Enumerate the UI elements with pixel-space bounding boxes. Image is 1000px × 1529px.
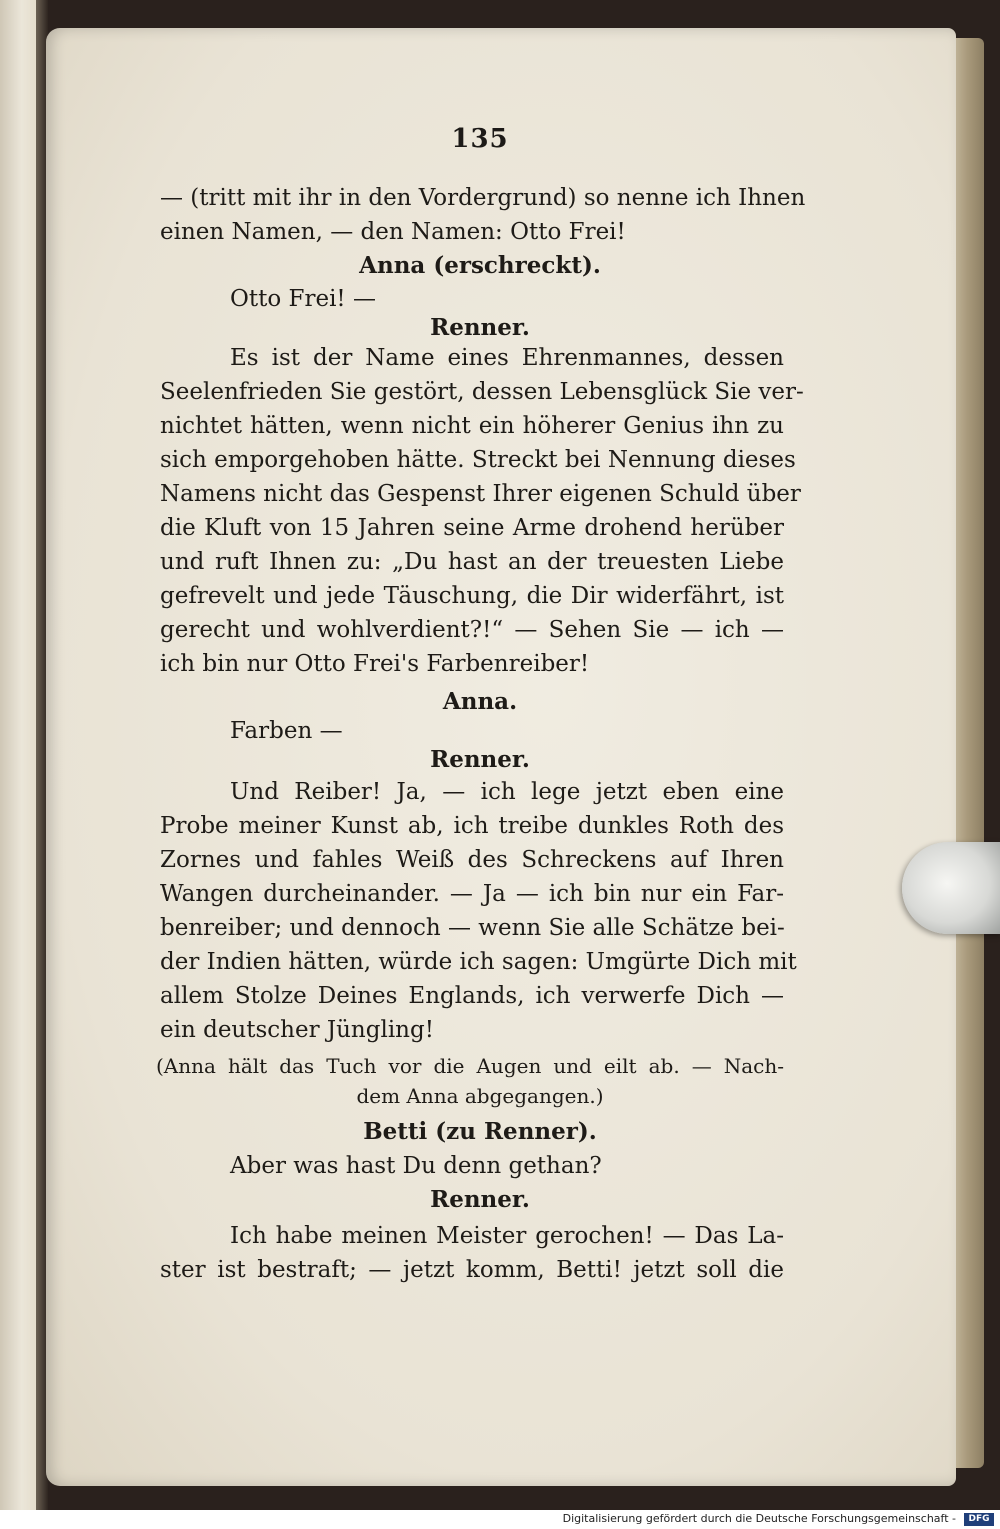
text-line: nichtet hätten, wenn nicht ein höherer Genius ihn zu <box>160 413 784 439</box>
speaker-heading: Renner. <box>430 746 530 773</box>
text-line: Aber was hast Du denn gethan? <box>230 1153 602 1179</box>
speaker-heading: Renner. <box>430 314 530 341</box>
speaker-heading: Renner. <box>430 1186 530 1213</box>
text-line: Seelenfrieden Sie gestört, dessen Lebensglück Sie ver- <box>160 379 804 405</box>
text-line: gefrevelt und jede Täuschung, die Dir widerfährt, ist <box>160 583 784 609</box>
speaker-heading: Anna. <box>442 688 518 715</box>
text-line: allem Stolze Deines Englands, ich verwerfe Dich — <box>160 983 784 1009</box>
text-line: Ich habe meinen Meister gerochen! — Das La- <box>230 1223 784 1249</box>
footer-bar <box>0 1510 1000 1529</box>
text-line: ich bin nur Otto Frei's Farbenreiber! <box>160 651 590 677</box>
text-line: Zornes und fahles Weiß des Schreckens auf Ihren <box>160 847 784 873</box>
stage-direction: dem Anna abgegangen.) <box>356 1084 604 1108</box>
text-line: der Indien hätten, würde ich sagen: Umgürte Dich mit <box>160 949 797 975</box>
funding-credit: Digitalisierung gefördert durch die Deutsche Forschungsgemeinschaft - <box>562 1512 956 1525</box>
text-line: Namens nicht das Gespenst Ihrer eigenen Schuld über <box>160 481 801 507</box>
text-line: sich emporgehoben hätte. Streckt bei Nennung dieses <box>160 447 796 473</box>
page-number: 135 <box>451 124 509 154</box>
text-line: ster ist bestraft; — jetzt komm, Betti! jetzt soll die <box>160 1257 784 1283</box>
text-line: benreiber; und dennoch — wenn Sie alle Schätze bei- <box>160 915 785 941</box>
page-clip <box>902 842 1000 934</box>
text-line: Probe meiner Kunst ab, ich treibe dunkles Roth des <box>160 813 784 839</box>
stage-direction: (Anna hält das Tuch vor die Augen und eilt ab. — Nach- <box>156 1054 784 1078</box>
text-line: — (tritt mit ihr in den Vordergrund) so nenne ich Ihnen <box>160 185 806 211</box>
text-line: gerecht und wohlverdient?!“ — Sehen Sie — ich — <box>160 617 784 643</box>
text-line: und ruft Ihnen zu: „Du hast an der treuesten Liebe <box>160 549 784 575</box>
speaker-heading: Betti (zu Renner). <box>363 1118 597 1145</box>
text-line: Wangen durcheinander. — Ja — ich bin nur ein Far- <box>160 881 784 907</box>
text-line: Otto Frei! — <box>230 286 376 312</box>
dfg-logo: DFG <box>964 1513 994 1526</box>
text-line: ein deutscher Jüngling! <box>160 1017 434 1043</box>
speaker-heading: Anna (erschreckt). <box>359 252 601 279</box>
text-line: Und Reiber! Ja, — ich lege jetzt eben eine <box>230 779 784 805</box>
text-line: Es ist der Name eines Ehrenmannes, dessen <box>230 345 784 371</box>
text-line: die Kluft von 15 Jahren seine Arme drohend herüber <box>160 515 784 541</box>
text-line: Farben — <box>230 718 343 744</box>
text-line: einen Namen, — den Namen: Otto Frei! <box>160 219 626 245</box>
